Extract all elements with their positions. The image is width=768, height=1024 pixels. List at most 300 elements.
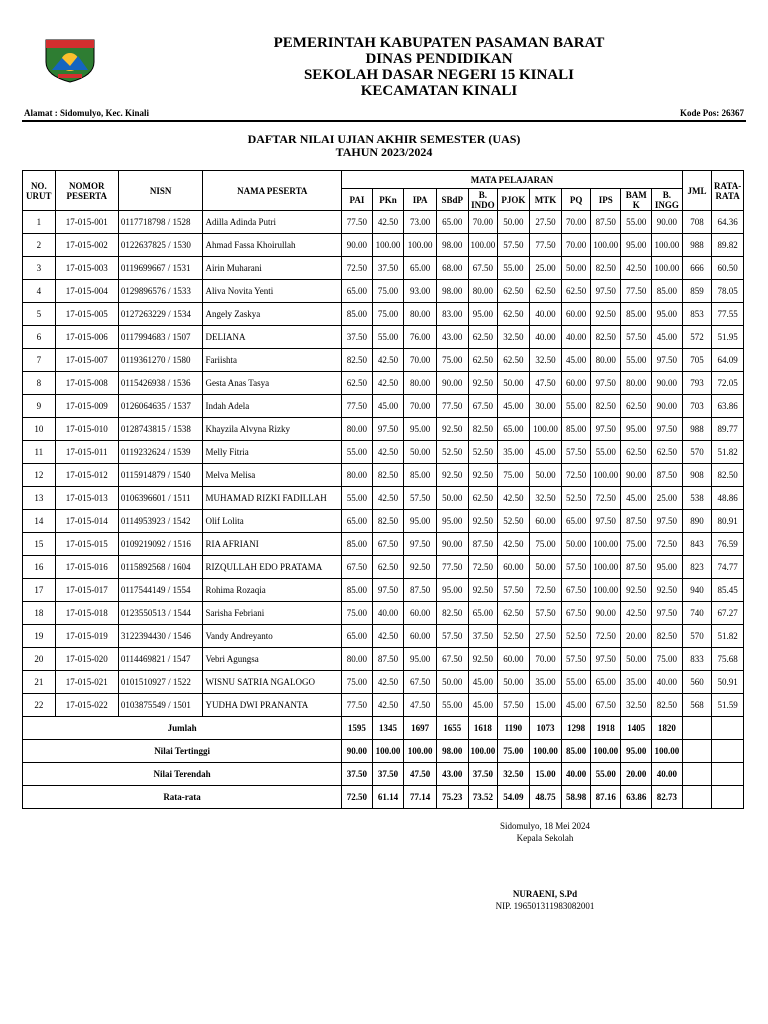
cell-nomor-peserta: 17-015-016 <box>55 556 118 579</box>
cell-jml: 823 <box>682 556 712 579</box>
cell-score: 65.00 <box>404 257 437 280</box>
cell-score: 47.50 <box>404 694 437 717</box>
cell-no-urut: 18 <box>23 602 56 625</box>
cell-score: 27.50 <box>529 211 562 234</box>
cell-score: 32.50 <box>621 694 652 717</box>
cell-score: 87.50 <box>621 510 652 533</box>
cell-nisn: 0126064635 / 1537 <box>118 395 203 418</box>
cell-no-urut: 6 <box>23 326 56 349</box>
summary-row <box>23 717 744 740</box>
cell-no-urut: 5 <box>23 303 56 326</box>
cell-score: 90.00 <box>652 395 683 418</box>
cell-score: 65.00 <box>436 211 468 234</box>
cell-no-urut: 1 <box>23 211 56 234</box>
cell-score: 87.50 <box>468 533 498 556</box>
cell-score: 80.00 <box>342 464 373 487</box>
cell-score: 62.50 <box>342 372 373 395</box>
cell-score: 57.50 <box>404 487 437 510</box>
cell-score: 97.50 <box>372 418 404 441</box>
cell-nomor-peserta: 17-015-018 <box>55 602 118 625</box>
cell-score: 92.50 <box>468 648 498 671</box>
summary-empty <box>712 786 744 809</box>
cell-nomor-peserta: 17-015-012 <box>55 464 118 487</box>
cell-score: 50.00 <box>498 671 530 694</box>
cell-score: 67.50 <box>468 257 498 280</box>
cell-score: 45.00 <box>562 694 591 717</box>
summary-value: 1073 <box>529 717 562 740</box>
cell-score: 97.50 <box>404 533 437 556</box>
summary-value: 1918 <box>590 717 621 740</box>
cell-score: 95.00 <box>652 303 683 326</box>
cell-score: 97.50 <box>590 648 621 671</box>
cell-score: 42.50 <box>372 441 404 464</box>
summary-value: 75.23 <box>436 786 468 809</box>
header-subject: B. INGG <box>652 189 683 211</box>
signer-nip: NIP. 196501311983082001 <box>495 901 595 911</box>
summary-empty <box>682 717 712 740</box>
cell-score: 50.00 <box>562 533 591 556</box>
cell-nomor-peserta: 17-015-004 <box>55 280 118 303</box>
cell-jml: 908 <box>682 464 712 487</box>
cell-nisn: 0114469821 / 1547 <box>118 648 203 671</box>
cell-score: 62.50 <box>372 556 404 579</box>
cell-score: 82.50 <box>372 510 404 533</box>
cell-score: 70.00 <box>404 395 437 418</box>
cell-score: 92.50 <box>468 464 498 487</box>
cell-score: 52.50 <box>562 625 591 648</box>
summary-value: 40.00 <box>652 763 683 786</box>
cell-score: 67.50 <box>562 579 591 602</box>
cell-score: 35.00 <box>529 671 562 694</box>
table-row <box>23 349 744 372</box>
cell-score: 85.00 <box>562 418 591 441</box>
cell-no-urut: 9 <box>23 395 56 418</box>
cell-score: 62.50 <box>468 487 498 510</box>
summary-value: 63.86 <box>621 786 652 809</box>
cell-score: 97.50 <box>652 418 683 441</box>
cell-score: 98.00 <box>436 280 468 303</box>
cell-score: 42.50 <box>372 211 404 234</box>
cell-score: 62.50 <box>652 441 683 464</box>
summary-value: 98.00 <box>436 740 468 763</box>
cell-score: 37.50 <box>372 257 404 280</box>
cell-score: 62.50 <box>529 280 562 303</box>
cell-score: 72.50 <box>342 257 373 280</box>
cell-score: 25.00 <box>652 487 683 510</box>
cell-nisn: 0127263229 / 1534 <box>118 303 203 326</box>
place-date: Sidomulyo, 18 Mei 2024 <box>499 821 590 831</box>
cell-score: 50.00 <box>436 487 468 510</box>
cell-jml: 988 <box>682 418 712 441</box>
cell-score: 60.00 <box>498 648 530 671</box>
cell-score: 92.50 <box>436 464 468 487</box>
cell-nomor-peserta: 17-015-006 <box>55 326 118 349</box>
cell-score: 30.00 <box>529 395 562 418</box>
cell-nama-peserta: RIZQULLAH EDO PRATAMA <box>203 556 342 579</box>
cell-score: 75.00 <box>621 533 652 556</box>
cell-score: 25.00 <box>529 257 562 280</box>
cell-score: 42.50 <box>372 487 404 510</box>
cell-score: 15.00 <box>529 694 562 717</box>
cell-score: 42.50 <box>498 487 530 510</box>
cell-score: 92.50 <box>468 372 498 395</box>
cell-score: 62.50 <box>498 280 530 303</box>
cell-score: 50.00 <box>436 671 468 694</box>
summary-value: 100.00 <box>404 740 437 763</box>
table-row <box>23 326 744 349</box>
summary-value: 1345 <box>372 717 404 740</box>
cell-jml: 666 <box>682 257 712 280</box>
cell-score: 90.00 <box>590 602 621 625</box>
summary-empty <box>682 786 712 809</box>
cell-nomor-peserta: 17-015-021 <box>55 671 118 694</box>
signer-name: NURAENI, S.Pd <box>512 889 578 899</box>
cell-jml: 843 <box>682 533 712 556</box>
cell-nisn: 0117994683 / 1507 <box>118 326 203 349</box>
cell-score: 52.50 <box>436 441 468 464</box>
cell-nomor-peserta: 17-015-007 <box>55 349 118 372</box>
cell-score: 37.50 <box>468 625 498 648</box>
cell-score: 42.50 <box>372 694 404 717</box>
cell-score: 85.00 <box>342 303 373 326</box>
cell-score: 60.00 <box>562 372 591 395</box>
summary-value: 58.98 <box>562 786 591 809</box>
cell-score: 45.00 <box>468 694 498 717</box>
table-row <box>23 579 744 602</box>
cell-score: 90.00 <box>621 464 652 487</box>
cell-score: 57.50 <box>498 234 530 257</box>
cell-rata: 48.86 <box>712 487 744 510</box>
summary-empty <box>712 717 744 740</box>
cell-nama-peserta: Adilla Adinda Putri <box>203 211 342 234</box>
cell-jml: 833 <box>682 648 712 671</box>
cell-nama-peserta: YUDHA DWI PRANANTA <box>203 694 342 717</box>
header-subject: PKn <box>372 189 404 211</box>
cell-nisn: 0119232624 / 1539 <box>118 441 203 464</box>
summary-empty <box>682 740 712 763</box>
cell-score: 60.00 <box>404 602 437 625</box>
cell-no-urut: 8 <box>23 372 56 395</box>
cell-score: 40.00 <box>372 602 404 625</box>
cell-score: 42.50 <box>372 671 404 694</box>
letterhead-divider <box>22 120 746 122</box>
summary-value: 100.00 <box>468 740 498 763</box>
cell-score: 77.50 <box>342 211 373 234</box>
cell-score: 97.50 <box>652 349 683 372</box>
cell-score: 100.00 <box>652 257 683 280</box>
header-subject: B. INDO <box>468 189 498 211</box>
cell-score: 95.00 <box>404 418 437 441</box>
cell-score: 95.00 <box>621 234 652 257</box>
cell-nama-peserta: Gesta Anas Tasya <box>203 372 342 395</box>
cell-score: 50.00 <box>529 556 562 579</box>
cell-rata: 89.82 <box>712 234 744 257</box>
cell-score: 42.50 <box>372 349 404 372</box>
summary-value: 1618 <box>468 717 498 740</box>
summary-empty <box>712 740 744 763</box>
summary-value: 37.50 <box>372 763 404 786</box>
cell-score: 100.00 <box>529 418 562 441</box>
cell-nama-peserta: Melva Melisa <box>203 464 342 487</box>
header-subject: BAM K <box>621 189 652 211</box>
cell-score: 50.00 <box>529 464 562 487</box>
cell-score: 50.00 <box>498 372 530 395</box>
letterhead-line1: PEMERINTAH KABUPATEN PASAMAN BARAT <box>273 35 605 51</box>
cell-score: 97.50 <box>652 602 683 625</box>
cell-score: 95.00 <box>652 556 683 579</box>
cell-score: 68.00 <box>436 257 468 280</box>
cell-score: 60.00 <box>562 303 591 326</box>
summary-value: 1298 <box>562 717 591 740</box>
cell-score: 62.50 <box>468 349 498 372</box>
summary-value: 55.00 <box>590 763 621 786</box>
header-subject: IPS <box>590 189 621 211</box>
cell-nomor-peserta: 17-015-014 <box>55 510 118 533</box>
table-row <box>23 694 744 717</box>
cell-score: 57.50 <box>498 694 530 717</box>
cell-score: 77.50 <box>342 694 373 717</box>
cell-score: 52.50 <box>498 625 530 648</box>
cell-score: 87.50 <box>590 211 621 234</box>
cell-jml: 560 <box>682 671 712 694</box>
cell-nama-peserta: Airin Muharani <box>203 257 342 280</box>
cell-score: 60.00 <box>404 625 437 648</box>
cell-score: 65.00 <box>498 418 530 441</box>
cell-rata: 82.50 <box>712 464 744 487</box>
cell-score: 100.00 <box>652 234 683 257</box>
summary-value: 40.00 <box>562 763 591 786</box>
cell-score: 32.50 <box>529 487 562 510</box>
cell-nisn: 3122394430 / 1546 <box>118 625 203 648</box>
cell-no-urut: 20 <box>23 648 56 671</box>
cell-nama-peserta: Vebri Agungsa <box>203 648 342 671</box>
cell-rata: 89.77 <box>712 418 744 441</box>
cell-rata: 75.68 <box>712 648 744 671</box>
cell-rata: 63.86 <box>712 395 744 418</box>
cell-nomor-peserta: 17-015-015 <box>55 533 118 556</box>
cell-score: 55.00 <box>372 326 404 349</box>
header-nomor-peserta: NOMOR PESERTA <box>55 171 118 211</box>
cell-rata: 77.55 <box>712 303 744 326</box>
cell-score: 52.50 <box>468 441 498 464</box>
cell-rata: 76.59 <box>712 533 744 556</box>
cell-score: 70.00 <box>562 234 591 257</box>
cell-score: 90.00 <box>652 211 683 234</box>
cell-score: 45.00 <box>562 349 591 372</box>
cell-nomor-peserta: 17-015-002 <box>55 234 118 257</box>
summary-value: 54.09 <box>498 786 530 809</box>
cell-score: 76.00 <box>404 326 437 349</box>
cell-score: 75.00 <box>652 648 683 671</box>
summary-value: 43.00 <box>436 763 468 786</box>
summary-value: 32.50 <box>498 763 530 786</box>
cell-score: 92.50 <box>590 303 621 326</box>
cell-score: 85.00 <box>342 579 373 602</box>
summary-value: 75.00 <box>498 740 530 763</box>
cell-score: 35.00 <box>621 671 652 694</box>
cell-score: 42.50 <box>372 625 404 648</box>
cell-jml: 572 <box>682 326 712 349</box>
cell-score: 62.50 <box>498 303 530 326</box>
cell-jml: 568 <box>682 694 712 717</box>
cell-score: 97.50 <box>590 280 621 303</box>
cell-nama-peserta: Ahmad Fassa Khoirullah <box>203 234 342 257</box>
cell-score: 60.00 <box>529 510 562 533</box>
cell-score: 65.00 <box>342 510 373 533</box>
cell-score: 40.00 <box>652 671 683 694</box>
cell-score: 97.50 <box>652 510 683 533</box>
summary-value: 85.00 <box>562 740 591 763</box>
cell-score: 80.00 <box>342 648 373 671</box>
table-row <box>23 487 744 510</box>
letterhead-line4: KECAMATAN KINALI <box>360 83 518 99</box>
table-row <box>23 648 744 671</box>
cell-no-urut: 7 <box>23 349 56 372</box>
summary-value: 95.00 <box>621 740 652 763</box>
cell-nomor-peserta: 17-015-011 <box>55 441 118 464</box>
cell-score: 87.50 <box>621 556 652 579</box>
summary-value: 90.00 <box>342 740 373 763</box>
table-row <box>23 257 744 280</box>
cell-rata: 51.95 <box>712 326 744 349</box>
cell-score: 70.00 <box>404 349 437 372</box>
cell-jml: 740 <box>682 602 712 625</box>
cell-nisn: 0101510927 / 1522 <box>118 671 203 694</box>
header-subject: MTK <box>529 189 562 211</box>
cell-nama-peserta: Indah Adela <box>203 395 342 418</box>
cell-score: 55.00 <box>621 211 652 234</box>
cell-jml: 705 <box>682 349 712 372</box>
cell-nama-peserta: WISNU SATRIA NGALOGO <box>203 671 342 694</box>
cell-score: 82.50 <box>590 257 621 280</box>
summary-value: 15.00 <box>529 763 562 786</box>
cell-score: 85.00 <box>404 464 437 487</box>
cell-rata: 80.91 <box>712 510 744 533</box>
cell-score: 50.00 <box>498 211 530 234</box>
header-rata-rata: RATA-RATA <box>712 171 744 211</box>
cell-no-urut: 15 <box>23 533 56 556</box>
cell-score: 65.00 <box>562 510 591 533</box>
cell-score: 95.00 <box>621 418 652 441</box>
cell-nomor-peserta: 17-015-009 <box>55 395 118 418</box>
letterhead <box>110 35 768 99</box>
cell-score: 90.00 <box>436 533 468 556</box>
summary-value: 1405 <box>621 717 652 740</box>
summary-value: 73.52 <box>468 786 498 809</box>
cell-score: 92.50 <box>404 556 437 579</box>
cell-no-urut: 12 <box>23 464 56 487</box>
cell-rata: 64.36 <box>712 211 744 234</box>
cell-score: 40.00 <box>529 303 562 326</box>
cell-score: 77.50 <box>436 395 468 418</box>
cell-no-urut: 16 <box>23 556 56 579</box>
summary-value: 61.14 <box>372 786 404 809</box>
cell-score: 72.50 <box>590 625 621 648</box>
cell-no-urut: 11 <box>23 441 56 464</box>
cell-nisn: 0117544149 / 1554 <box>118 579 203 602</box>
cell-nisn: 0122637825 / 1530 <box>118 234 203 257</box>
cell-score: 40.00 <box>562 326 591 349</box>
cell-score: 100.00 <box>468 234 498 257</box>
summary-value: 100.00 <box>652 740 683 763</box>
cell-nama-peserta: Khayzila Alvyna Rizky <box>203 418 342 441</box>
table-row <box>23 372 744 395</box>
summary-value: 1820 <box>652 717 683 740</box>
cell-score: 92.50 <box>436 418 468 441</box>
cell-score: 57.50 <box>621 326 652 349</box>
cell-score: 98.00 <box>436 234 468 257</box>
table-row <box>23 395 744 418</box>
signer-position: Kepala Sekolah <box>516 833 574 843</box>
cell-score: 80.00 <box>590 349 621 372</box>
cell-score: 85.00 <box>621 303 652 326</box>
summary-empty <box>712 763 744 786</box>
cell-nama-peserta: Melly Fitria <box>203 441 342 464</box>
cell-score: 95.00 <box>468 303 498 326</box>
cell-nomor-peserta: 17-015-022 <box>55 694 118 717</box>
cell-score: 95.00 <box>404 510 437 533</box>
summary-value: 82.73 <box>652 786 683 809</box>
cell-no-urut: 14 <box>23 510 56 533</box>
cell-jml: 570 <box>682 441 712 464</box>
cell-score: 55.00 <box>342 441 373 464</box>
cell-score: 65.00 <box>342 280 373 303</box>
cell-score: 75.00 <box>342 671 373 694</box>
summary-value: 20.00 <box>621 763 652 786</box>
cell-jml: 853 <box>682 303 712 326</box>
cell-score: 92.50 <box>652 579 683 602</box>
cell-score: 87.50 <box>372 648 404 671</box>
cell-nisn: 0119699667 / 1531 <box>118 257 203 280</box>
table-row <box>23 510 744 533</box>
summary-label: Rata-rata <box>23 786 342 809</box>
cell-rata: 85.45 <box>712 579 744 602</box>
cell-nomor-peserta: 17-015-013 <box>55 487 118 510</box>
cell-score: 52.50 <box>498 510 530 533</box>
document-title-line1: DAFTAR NILAI UJIAN AKHIR SEMESTER (UAS) <box>247 132 521 146</box>
document-title <box>0 133 768 159</box>
letterhead-line3: SEKOLAH DASAR NEGERI 15 KINALI <box>303 67 575 83</box>
cell-score: 57.50 <box>498 579 530 602</box>
cell-score: 57.50 <box>562 441 591 464</box>
summary-value: 1697 <box>404 717 437 740</box>
table-row <box>23 211 744 234</box>
summary-value: 100.00 <box>529 740 562 763</box>
summary-value: 47.50 <box>404 763 437 786</box>
cell-score: 57.50 <box>562 648 591 671</box>
cell-score: 70.00 <box>529 648 562 671</box>
cell-nomor-peserta: 17-015-008 <box>55 372 118 395</box>
cell-jml: 890 <box>682 510 712 533</box>
table-row <box>23 556 744 579</box>
cell-rata: 78.05 <box>712 280 744 303</box>
cell-score: 42.50 <box>621 257 652 280</box>
cell-jml: 538 <box>682 487 712 510</box>
cell-score: 77.50 <box>621 280 652 303</box>
cell-score: 55.00 <box>562 671 591 694</box>
header-subject: SBdP <box>436 189 468 211</box>
postal-code: Kode Pos: 26367 <box>680 108 744 118</box>
cell-score: 100.00 <box>590 464 621 487</box>
cell-score: 67.50 <box>372 533 404 556</box>
table-row <box>23 303 744 326</box>
cell-score: 82.50 <box>652 694 683 717</box>
cell-score: 67.50 <box>342 556 373 579</box>
cell-nama-peserta: MUHAMAD RIZKI FADILLAH <box>203 487 342 510</box>
cell-jml: 793 <box>682 372 712 395</box>
cell-score: 83.00 <box>436 303 468 326</box>
cell-nisn: 0119361270 / 1580 <box>118 349 203 372</box>
